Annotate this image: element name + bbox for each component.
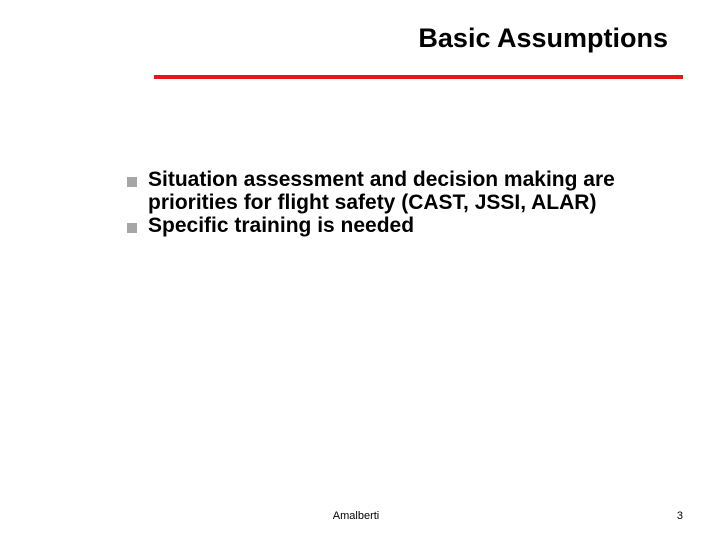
bullet-item — [127, 214, 667, 237]
page-number: 3 — [676, 510, 683, 522]
bullet-item — [127, 168, 667, 214]
footer-author: Amalberti — [332, 510, 380, 522]
slide-title: Basic Assumptions — [418, 23, 668, 53]
bullet-text: Specific training is needed — [148, 214, 415, 237]
square-bullet-icon — [127, 223, 137, 233]
bullet-text: Situation assessment and decision making are priorities for flight safety (CAST, JSSI, ALAR) — [148, 168, 615, 214]
square-bullet-icon — [127, 177, 137, 187]
bullet-list — [127, 168, 667, 237]
title-divider — [154, 75, 683, 79]
